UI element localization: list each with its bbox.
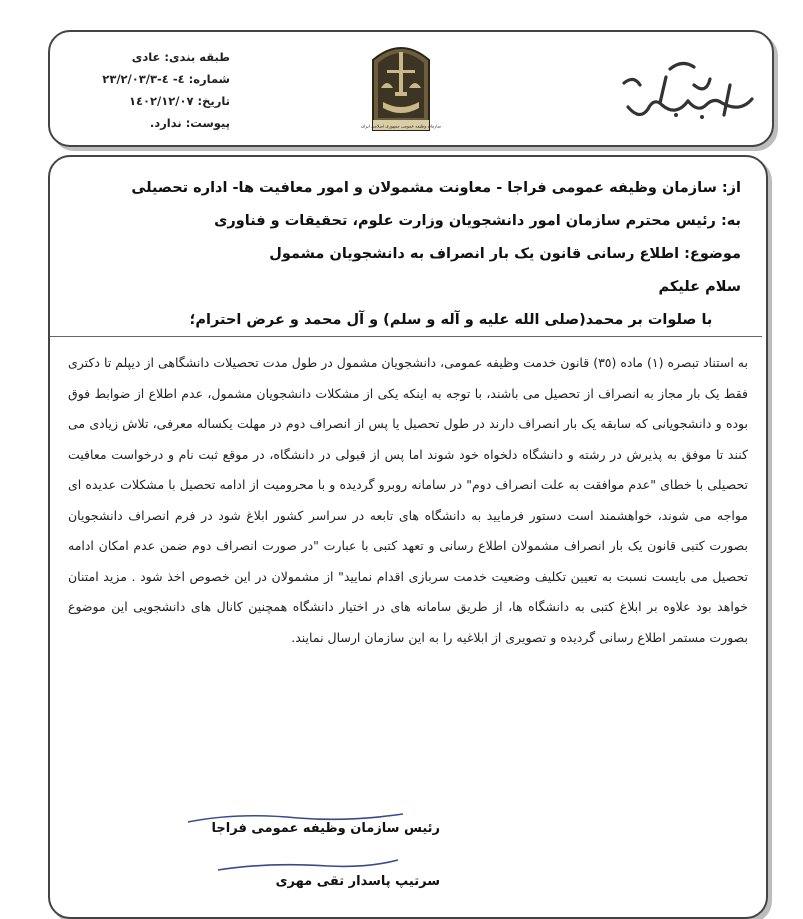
bismillah-calligraphy [610,55,760,125]
date-label: تاریخ: ١٤٠٢/١٢/٠٧ [128,94,230,108]
number-label: شماره: ٤- ٤-٢٣/٢/٠٣/٣ [102,72,230,86]
signature-block [150,802,440,908]
emblem-caption: سازمان وظیفه عمومی جمهوری اسلامی ایران [360,123,442,129]
letter-heading [101,172,741,337]
signatory-title: رئیس سازمان وظیفه عمومی فراجا [211,821,440,836]
organization-emblem [360,38,442,136]
letter-meta [100,46,230,134]
salutation-line: با صلوات بر محمد(صلی الله علیه و آله و سلم) و آل محمد و عرض احترام؛ [189,312,713,328]
attachment-label: پیوست: ندارد. [149,116,230,130]
calligraphy-text: بسمه تعالی [610,55,615,56]
signatory-name: سرتیپ پاسدار تقی مهری [275,874,440,889]
subject-line: موضوع: اطلاع رسانی قانون یک بار انصراف به دانشجویان مشمول [269,246,741,262]
letter-body-text: به استناد تبصره (١) ماده (٣٥) قانون خدمت وظیفه عمومی، دانشجویان مشمول در طول مدت تحصیلات دانشگاهی از دیپلم تا دکتری فقط یک بار مجاز به انصراف از تحصیل می باشند، با توجه به اینکه یکی از مشکلات دانشجویان مشمول، عدم اطلاع از ضوابط فوق بوده و دانشجویانی که سابقه یک بار انصراف دارند در طول تحصیل یا پس از انصراف دوم در مهلت یکساله معرفی، تلاش زیادی می کنند تا موفق به پذیرش در رشته و دانشگاه دلخواه خود شوند اما پس از قبولی در دانشگاه، در موقع ثبت نام و درخواست معافیت تحصیلی با خطای "عدم موافقت به علت انصراف دوم" در سامانه روبرو گردیده و با محرومیت از ادامه تحصیل با مشکلات عدیده ای مواجه می شوند، خواهشمند است دستور فرمایید به دانشگاه های تابعه در سراسر کشور ابلاغ شود در فرم انصراف دانشجویان بصورت کتبی قانون یک بار انصراف مشمولان اطلاع رسانی و تعهد کتبی با عبارت "در صورت انصراف دوم ضمن عدم امکان ادامه تحصیل می بایست نسبت به تعیین تکلیف وضعیت خدمت سربازی اقدام نمایید" از مشمولان در این خصوص اخذ شود . مزید امتنان خواهد بود علاوه بر ابلاغ کتبی به دانشگاه ها، از طریق سامانه های در اختیار دانشگاه همچنین کانال های دانشجویی این موضوع بصورت مستمر اطلاع رسانی گردیده و تصویری از ابلاغیه را به این سازمان ارسال نمایند. [68,355,748,645]
greeting-line: سلام علیکم [658,279,741,295]
to-line: به: رئیس محترم سازمان امور دانشجویان وزارت علوم، تحقیقات و فناوری [214,213,741,229]
classification-label: طبقه بندی: عادی [131,50,230,64]
from-line: از: سازمان وظیفه عمومی فراجا - معاونت مشمولان و امور معافیت ها- اداره تحصیلی [131,180,741,196]
heading-divider [50,336,762,337]
